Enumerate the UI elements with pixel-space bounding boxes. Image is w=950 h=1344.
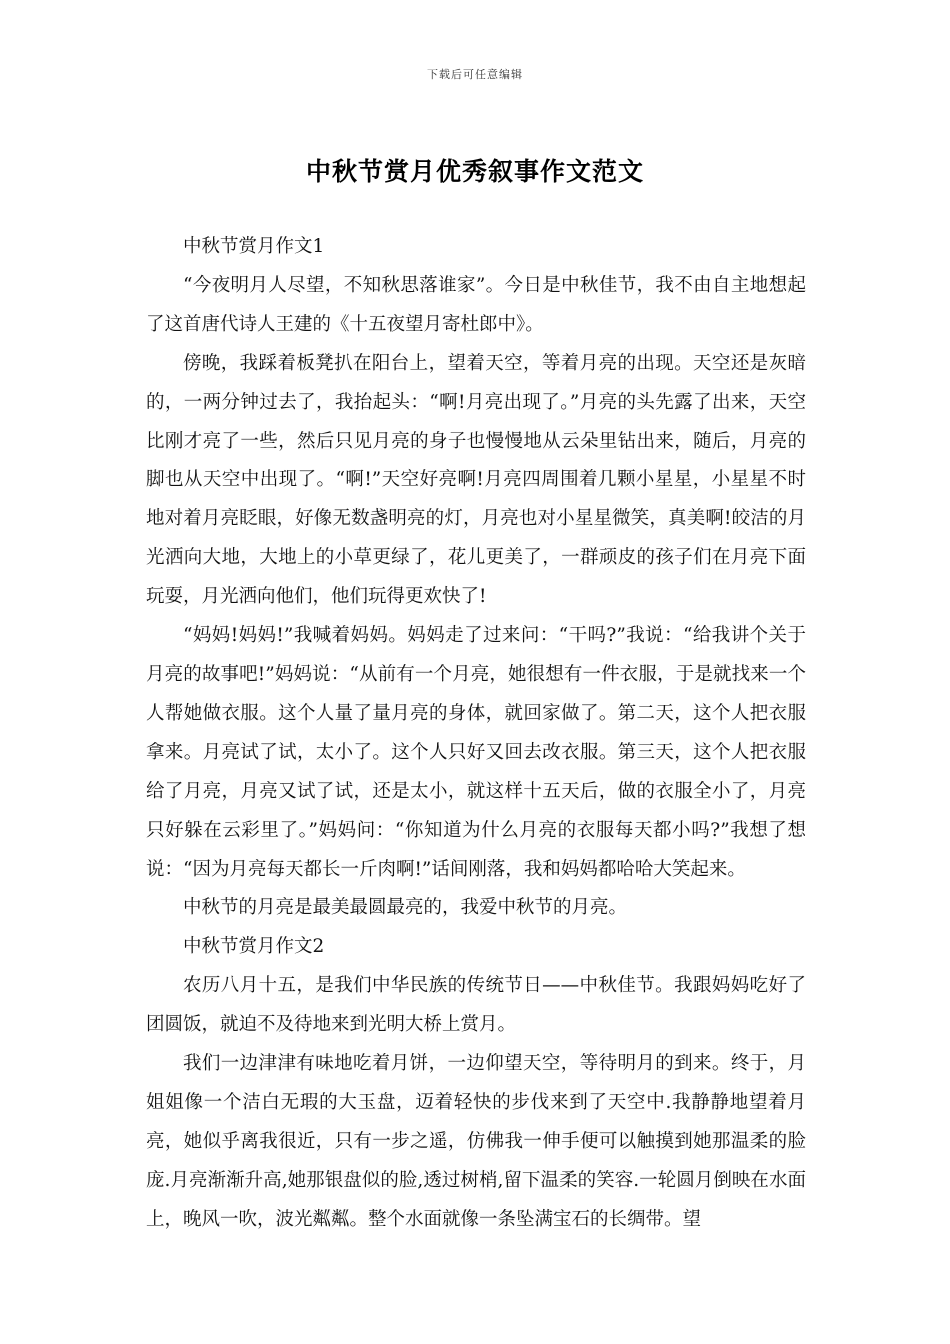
document-body (146, 228, 806, 1240)
document-title: 中秋节赏月优秀叙事作文范文 (305, 157, 644, 186)
section-heading-1: 中秋节赏月作文1 (183, 236, 325, 257)
section-heading-2: 中秋节赏月作文2 (183, 936, 325, 958)
paragraph: 中秋节的月亮是最美最圆最亮的，我爱中秋节的月亮。 (183, 897, 628, 919)
paragraph: “妈妈!妈妈!”我喊着妈妈。妈妈走了过来问：“干吗?”我说：“给我讲个关于月亮的故事吧!”妈妈说：“从前有一个月亮，她很想有一件衣服，于是就找来一个人帮她做衣服。这个人量了量月亮的身体，就回家做了。第二天，这个人把衣服拿来。月亮试了试，太小了。这个人只好又回去改衣服。第三天，这个人把衣服给了月亮，月亮又试了试，还是太小，就这样十五天后，做的衣服全小了，月亮只好躲在云彩里了。”妈妈问：“你知道为什么月亮的衣服每天都小吗?”我想了想说：“因为月亮每天都长一斤肉啊!”话间刚落，我和妈妈都哈哈大笑起来。 (146, 625, 806, 880)
header-note: 下载后可任意编辑 (427, 68, 523, 81)
paragraph: “今夜明月人尽望，不知秋思落谁家”。今日是中秋佳节，我不由自主地想起了这首唐代诗人王建的《十五夜望月寄杜郎中》。 (146, 274, 806, 335)
paragraph: 我们一边津津有味地吃着月饼，一边仰望天空，等待明月的到来。终于，月姐姐像一个洁白无瑕的大玉盘，迈着轻快的步伐来到了天空中.我静静地望着月亮，她似乎离我很近，只有一步之遥，仿佛我一伸手便可以触摸到她那温柔的脸庞.月亮渐渐升高,她那银盘似的脸,透过树梢,留下温柔的笑容.一轮圆月倒映在水面上，晚风一吹，波光粼粼。整个水面就像一条坠满宝石的长绸带。望 (146, 1053, 806, 1230)
paragraph: 傍晚，我踩着板凳扒在阳台上，望着天空，等着月亮的出现。天空还是灰暗的，一两分钟过去了，我抬起头：“啊!月亮出现了。”月亮的头先露了出来，天空比刚才亮了一些，然后只见月亮的身子也慢慢地从云朵里钻出来，随后，月亮的脚也从天空中出现了。“啊!”天空好亮啊!月亮四周围着几颗小星星，小星星不时地对着月亮眨眼，好像无数盏明亮的灯，月亮也对小星星微笑，真美啊!皎洁的月光洒向大地，大地上的小草更绿了，花儿更美了，一群顽皮的孩子们在月亮下面玩耍，月光洒向他们，他们玩得更欢快了! (146, 352, 807, 608)
paragraph: 农历八月十五，是我们中华民族的传统节日——中秋佳节。我跟妈妈吃好了团圆饭，就迫不及待地来到光明大桥上赏月。 (146, 975, 806, 1036)
